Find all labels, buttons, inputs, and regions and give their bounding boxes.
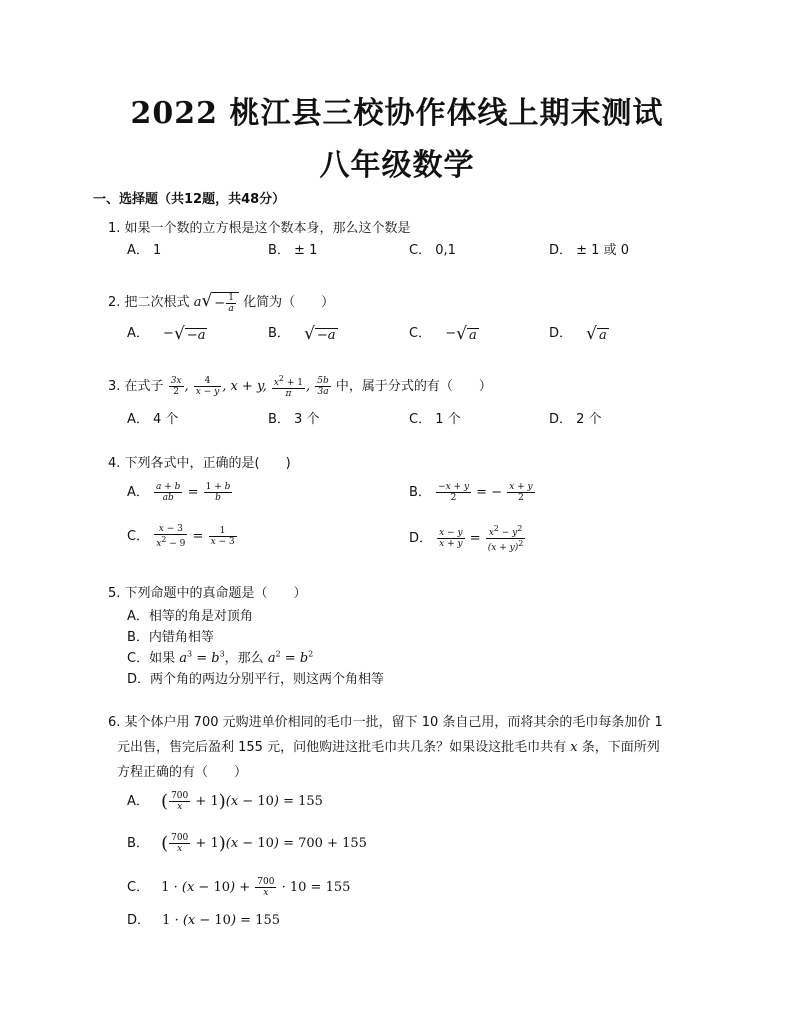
page-title: 2022 桃江县三校协作体线上期末测试	[130, 96, 664, 131]
q1-option-c: C． 0,1	[409, 243, 456, 258]
q3-stem-post: 中，属于分式的有（ ）	[335, 379, 492, 394]
q5-option-c-pre: C．如果	[127, 651, 176, 666]
section-heading: 一、选择题（共12题，共48分）	[93, 192, 286, 207]
q2-stem-post: 化简为（ ）	[243, 295, 335, 310]
q1-option-b: B． ± 1	[268, 243, 318, 258]
q6-option-a: A． ( $\frac{700}{x}$ + 1)(x − 10) = 155	[127, 791, 323, 812]
q5-option-a: A．相等的角是对顶角	[127, 609, 253, 624]
q4-option-a: A． $\frac{a + b}{ab}$ = $\frac{1 + b}{b}$	[127, 482, 231, 503]
q1-option-a: A． 1	[127, 243, 162, 258]
q2-option-a: A． −√ −a	[127, 323, 206, 344]
q3-option-c: C． 1 个	[409, 412, 461, 427]
q2-option-d: D． √ a	[549, 323, 607, 344]
q2-option-c-label: C．	[409, 326, 432, 341]
question-4-stem: 4. 下列各式中，正确的是( )	[108, 456, 291, 471]
q3-option-b: B． 3 个	[268, 412, 320, 427]
question-6-line-2: 元出售，售完后盈利 155 元，问他购进这批毛巾共几条？如果设这批毛巾共有 x 条，下面所列	[117, 740, 660, 755]
q2-option-d-label: D．	[549, 326, 573, 341]
question-5-stem: 5. 下列命题中的真命题是（ ）	[108, 586, 307, 601]
question-3-stem	[108, 374, 492, 399]
q3-stem-pre: 3. 在式子	[108, 379, 164, 394]
question-6-line-3: 方程正确的有（ ）	[117, 765, 248, 780]
q2-stem-pre: 2. 把二次根式	[108, 295, 190, 310]
q5-option-d: D．两个角的两边分别平行，则这两个角相等	[127, 672, 385, 687]
question-6-line-1: 6. 某个体户用 700 元购进单价相同的毛巾一批，留下 10 条自己用，而将其余的毛巾每条加价 1	[108, 715, 663, 730]
q4-option-a-label: A．	[127, 485, 149, 500]
page-subtitle: 八年级数学	[319, 148, 475, 183]
q4-option-b: B． $\frac{-x + y}{2}$ = − $\frac{x + y}{2}$	[409, 482, 533, 503]
q4-option-d: D． $\frac{x - y}{x + y}$ = $\frac{x^2 - y^2}{(x + y)^2}$	[409, 524, 524, 553]
q4-option-c: C． $\frac{x - 3}{x^2 - 9}$ = $\frac{1}{x - 3}$	[127, 524, 235, 549]
q4-option-d-label: D．	[409, 531, 433, 546]
q2-option-a-label: A．	[127, 326, 149, 341]
q6-line2-pre: 元出售，售完后盈利 155 元，问他购进这批毛巾共几条？如果设这批毛巾共有	[117, 740, 567, 755]
q6-line2-post: 条，下面所列	[581, 740, 660, 755]
q6-option-d: D． 1 · (x − 10) = 155	[127, 913, 281, 928]
q6-option-c: C． 1 · (x − 10) + $\frac{700}{x}$ · 10 = 155	[127, 877, 351, 898]
q3-expressions: $\frac{3x}{2}$ , $\frac{4}{x - y}$ , x + y, $\frac{x^2 + 1}{\pi}$ , $\frac{5b}{3a}$	[170, 374, 329, 399]
q6-option-d-label: D．	[127, 913, 151, 928]
q5-option-b: B．内错角相等	[127, 630, 214, 645]
q2-option-c: C． −√ a	[409, 323, 477, 344]
question-2-stem	[108, 291, 334, 314]
q5-option-c-mid: ，那么	[224, 651, 264, 666]
q2-option-b-label: B．	[268, 326, 290, 341]
question-1-stem: 1. 如果一个数的立方根是这个数本身，那么这个数是	[108, 221, 411, 236]
q1-option-d: D． ± 1 或 0	[549, 243, 629, 258]
q3-option-d: D． 2 个	[549, 412, 602, 427]
q4-option-b-label: B．	[409, 485, 431, 500]
q2-option-b: B． √ −a	[268, 323, 336, 344]
q2-expression: a√ − $\frac{1}{a}$	[194, 295, 239, 310]
q5-option-c: C．如果 $a^3 = b^3$，那么 $a^2 = b^2$	[127, 649, 314, 666]
q6-option-c-label: C．	[127, 880, 150, 895]
q3-option-a: A． 4 个	[127, 412, 179, 427]
q4-option-c-label: C．	[127, 529, 150, 544]
q6-option-b: B． ( $\frac{700}{x}$ + 1)(x − 10) = 700 + 155	[127, 833, 367, 854]
q6-option-b-label: B．	[127, 836, 149, 851]
q6-option-a-label: A．	[127, 794, 149, 809]
